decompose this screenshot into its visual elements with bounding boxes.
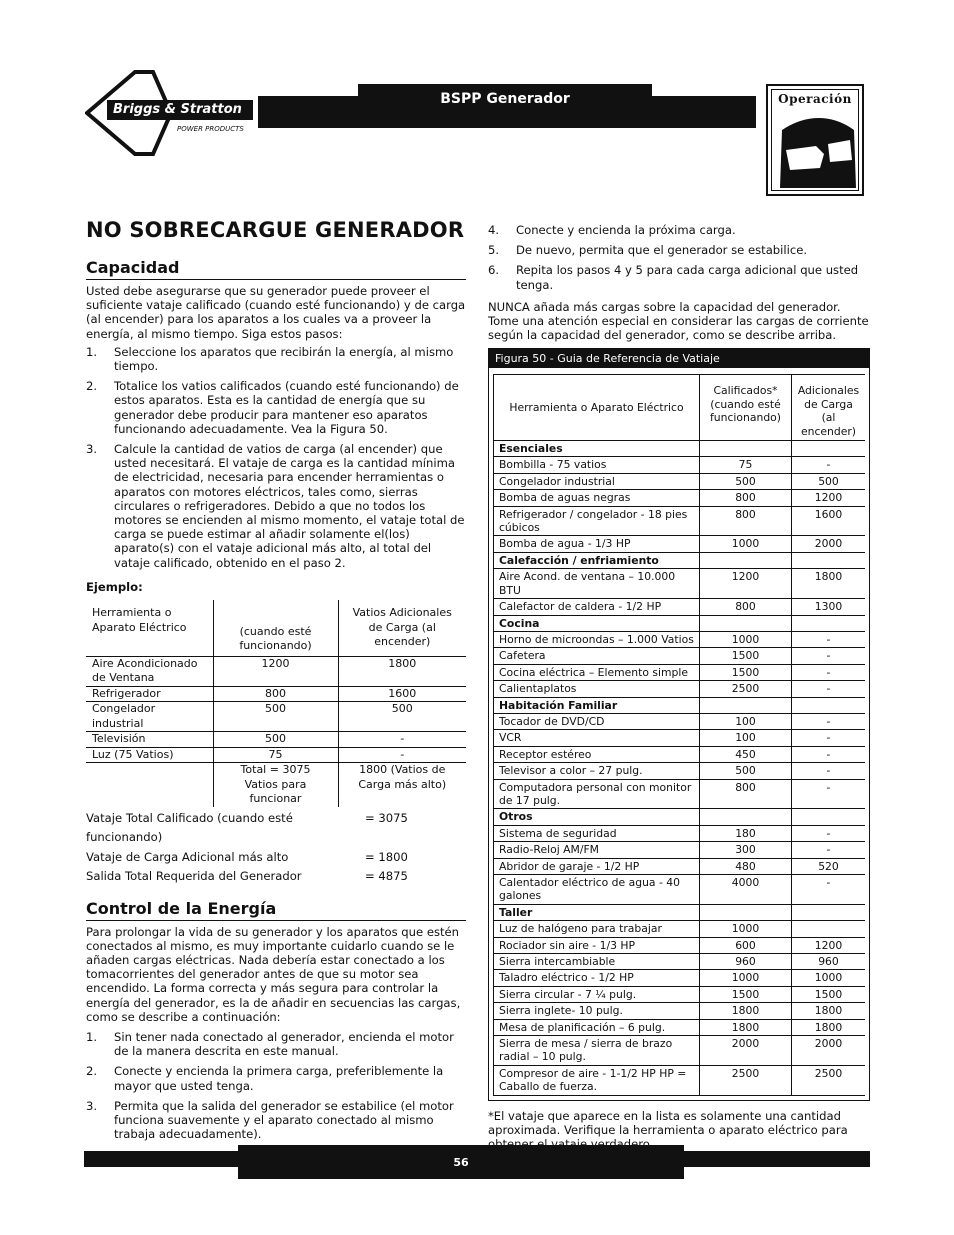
table-row (494, 681, 866, 697)
table-cell (792, 904, 866, 920)
table-cell: 500 (213, 732, 338, 748)
briggs-stratton-logo (85, 70, 255, 156)
table-cell: - (792, 842, 866, 858)
table-cell: 800 (700, 506, 792, 536)
table-cell: 1200 (792, 490, 866, 506)
table-cell: - (792, 779, 866, 809)
list-item: 3. Calcule la cantidad de vatios de carga (al encender) que usted necesitará. El vataje de carga es la cantidad mínima de electricidad, necesaria para encender herramientas o aparatos con motores eléctricos, tales como, sierras circulares o refrigeradores. Debido a que no todos los motores se encienden al mismo momento, el vataje total de carga se puede estimar al añadir solamente el(los) aparato(s) con el vataje adicional más alto, al total del vataje calificado, obtenido en el paso 2. (86, 442, 465, 570)
operacion-badge (766, 84, 864, 196)
table-cell: Cafetera (494, 648, 700, 664)
table-cell: Sistema de seguridad (494, 825, 700, 841)
table-cell: 1500 (792, 986, 866, 1002)
table-cell: Rociador sin aire - 1/3 HP (494, 937, 700, 953)
control-steps (86, 1030, 466, 1141)
table-cell: 1600 (338, 686, 466, 702)
table-cell: 800 (700, 490, 792, 506)
right-column (488, 223, 871, 1151)
table-cell: 480 (700, 858, 792, 874)
logo-brand: Briggs & Stratton (113, 102, 242, 117)
figure-header: Herramienta o Aparato Eléctrico (494, 375, 700, 441)
table-row (494, 473, 866, 489)
example-header: Herramienta o Aparato Eléctrico (92, 606, 187, 634)
table-cell: Sierra inglete- 10 pulg. (494, 1003, 700, 1019)
example-total: Total = 3075 (213, 763, 338, 778)
table-row (494, 986, 866, 1002)
table-cell: 600 (700, 937, 792, 953)
table-cell: 500 (792, 473, 866, 489)
table-row (494, 763, 866, 779)
table-row (494, 490, 866, 506)
table-row (494, 713, 866, 729)
table-row (494, 569, 866, 599)
figure-header: Adicionales de Carga (al encender) (792, 375, 866, 441)
table-cell: 1800 (792, 1003, 866, 1019)
list-item: 2. Conecte y encienda la primera carga, preferiblemente la mayor que usted tenga. (86, 1064, 444, 1093)
example-header: Vatios Adicionales de Carga (al encender) (338, 600, 466, 656)
example-total: Vatios para funcionar (213, 778, 338, 807)
table-cell: Sierra de mesa / sierra de brazo radial – 10 pulg. (494, 1036, 700, 1066)
figure-table (493, 374, 865, 1095)
category-row (494, 904, 866, 920)
table-cell (792, 441, 866, 457)
control-heading: Control de la Energía (86, 898, 277, 918)
table-cell: 1300 (792, 599, 866, 615)
table-row (494, 825, 866, 841)
table-row (494, 1019, 866, 1035)
table-cell: Luz (75 Vatios) (92, 747, 174, 761)
table-cell (792, 697, 866, 713)
table-cell (792, 615, 866, 631)
table-row (86, 747, 466, 763)
capacidad-steps (86, 345, 466, 570)
category-label: Taller (494, 904, 700, 920)
list-item: 2. Totalice los vatios calificados (cuando esté funcionando) de estos aparatos. Esta es la cantidad de energía que su generador debe producir para mantener eso aparatos funcionando adecuadamente. Vea la Figura 50. (86, 379, 459, 436)
table-cell: 1200 (700, 569, 792, 599)
category-row (494, 615, 866, 631)
table-cell: Receptor estéreo (494, 746, 700, 762)
table-cell (700, 441, 792, 457)
category-label: Habitación Familiar (494, 697, 700, 713)
table-row (494, 746, 866, 762)
table-cell: 1000 (700, 921, 792, 937)
table-cell: - (792, 746, 866, 762)
figure-header: Calificados* (cuando esté funcionando) (700, 375, 792, 441)
table-cell: Refrigerador / congelador - 18 pies cúbicos (494, 506, 700, 536)
table-cell: 500 (700, 473, 792, 489)
example-total: Carga más alto) (338, 778, 466, 807)
table-cell: - (792, 875, 866, 905)
example-total (86, 763, 213, 778)
table-cell: 2500 (792, 1065, 866, 1095)
table-cell: 2000 (700, 1036, 792, 1066)
sum-row: Salida Total Requerida del Generador = 4875 (86, 869, 408, 884)
table-row (86, 732, 466, 748)
table-cell: Mesa de planificación – 6 pulg. (494, 1019, 700, 1035)
table-cell: VCR (494, 730, 700, 746)
table-cell: 1800 (792, 1019, 866, 1035)
table-row (86, 656, 466, 686)
table-cell: 180 (700, 825, 792, 841)
table-cell (700, 697, 792, 713)
table-cell: 520 (792, 858, 866, 874)
table-cell: Refrigerador (92, 686, 161, 700)
table-cell: - (792, 730, 866, 746)
table-cell: 1800 (700, 1019, 792, 1035)
table-cell: 800 (213, 686, 338, 702)
divider (86, 279, 466, 280)
table-cell: 1500 (700, 986, 792, 1002)
table-cell: Televisión (92, 732, 146, 746)
table-cell: Aire Acondicionado de Ventana (92, 656, 198, 685)
table-cell: 100 (700, 730, 792, 746)
table-cell: Congelador industrial (494, 473, 700, 489)
table-row (494, 779, 866, 809)
table-row (86, 702, 466, 732)
list-item: 1. Seleccione los aparatos que recibirán la energía, al mismo tiempo. (86, 344, 454, 374)
table-row (494, 1065, 866, 1095)
category-row (494, 441, 866, 457)
example-table (86, 600, 466, 807)
table-cell: - (338, 747, 466, 763)
table-row (494, 921, 866, 937)
table-cell: - (792, 648, 866, 664)
table-cell: 500 (700, 763, 792, 779)
sums (86, 809, 466, 887)
table-row (494, 875, 866, 905)
table-cell: 1200 (213, 656, 338, 686)
table-row (494, 631, 866, 647)
table-cell: 1000 (700, 536, 792, 552)
table-cell: Sierra circular - 7 ¼ pulg. (494, 986, 700, 1002)
operacion-label: Operación (778, 92, 852, 106)
table-cell (700, 615, 792, 631)
category-label: Esenciales (494, 441, 700, 457)
table-cell (700, 552, 792, 568)
category-label: Cocina (494, 615, 700, 631)
table-cell: 1500 (700, 664, 792, 680)
table-cell: - (792, 825, 866, 841)
table-cell (700, 809, 792, 825)
category-row (494, 809, 866, 825)
table-row (494, 457, 866, 473)
table-cell: - (792, 713, 866, 729)
category-label: Calefacción / enfriamiento (494, 552, 700, 568)
table-cell: 450 (700, 746, 792, 762)
list-item: 5. De nuevo, permita que el generador se estabilice. (488, 243, 808, 258)
table-cell: Horno de microondas – 1.000 Vatios (494, 631, 700, 647)
table-cell: 4000 (700, 875, 792, 905)
table-row (494, 1036, 866, 1066)
table-cell: 1000 (700, 631, 792, 647)
list-item: 3. Permita que la salida del generador se estabilice (el motor funciona suavemente y el aparato conectado al mismo trabaja adecuadamente). (86, 1098, 454, 1142)
example-total (86, 778, 213, 807)
table-cell: Compresor de aire - 1-1/2 HP HP = Caballo de fuerza. (494, 1065, 700, 1095)
table-cell: 1600 (792, 506, 866, 536)
table-row (86, 686, 466, 702)
figure-50 (488, 348, 870, 1100)
category-row (494, 697, 866, 713)
list-item: 4. Conecte y encienda la próxima carga. (488, 223, 736, 237)
table-cell: Taladro eléctrico - 1/2 HP (494, 970, 700, 986)
table-cell: 75 (700, 457, 792, 473)
table-cell: Tocador de DVD/CD (494, 713, 700, 729)
figure-caption: Figura 50 - Guia de Referencia de Vatiaje (489, 349, 869, 368)
category-label: Otros (494, 809, 700, 825)
warning-text: NUNCA añada más cargas sobre la capacidad del generador. Tome una atención especial en considerar las cargas de corriente según la capacidad del generador, como se describe arriba. (488, 299, 869, 343)
left-column (86, 258, 466, 1141)
table-cell: Sierra intercambiable (494, 954, 700, 970)
table-cell: 800 (700, 779, 792, 809)
table-cell: 1000 (700, 970, 792, 986)
page-number: 56 (238, 1145, 684, 1179)
table-cell: Abridor de garaje - 1/2 HP (494, 858, 700, 874)
example-header: (cuando esté funcionando) (213, 600, 338, 656)
table-cell: 1800 (338, 656, 466, 686)
table-cell (700, 904, 792, 920)
table-cell: 500 (213, 702, 338, 732)
table-cell: Calientaplatos (494, 681, 700, 697)
table-cell: 1500 (700, 648, 792, 664)
table-cell: 2500 (700, 681, 792, 697)
table-row (494, 536, 866, 552)
table-cell: Cocina eléctrica – Elemento simple (494, 664, 700, 680)
table-cell: - (792, 457, 866, 473)
table-cell (792, 552, 866, 568)
header-tab: BSPP Generador (358, 84, 652, 114)
table-cell: 1200 (792, 937, 866, 953)
table-cell: 75 (213, 747, 338, 763)
sum-row: Vataje de Carga Adicional más alto = 1800 (86, 849, 408, 864)
table-cell (792, 921, 866, 937)
table-cell: Radio-Reloj AM/FM (494, 842, 700, 858)
logo-sub: POWER PRODUCTS (177, 125, 244, 133)
category-row (494, 552, 866, 568)
table-cell: Calentador eléctrico de agua - 40 galones (494, 875, 700, 905)
table-cell: - (792, 681, 866, 697)
table-cell: 500 (338, 702, 466, 732)
table-row (494, 842, 866, 858)
table-cell: 960 (792, 954, 866, 970)
table-row (494, 937, 866, 953)
capacidad-intro: Usted debe asegurarse que su generador puede proveer el suficiente vataje calificado (cuando esté funcionando) y de carga (al encender) para los aparatos a los cuales va a proveer la energía, al mismo tiempo. Siga estos pasos: (86, 284, 466, 341)
table-row (494, 506, 866, 536)
figure-note: *El vataje que aparece en la lista es solamente una cantidad aproximada. Verifique la herramienta o aparato eléctrico para (488, 1108, 848, 1137)
table-cell: 1800 (792, 569, 866, 599)
sum-row: Vataje Total Calificado (cuando esté funcionando) = 3075 (86, 810, 408, 845)
table-cell: 300 (700, 842, 792, 858)
table-cell: Luz de halógeno para trabajar (494, 921, 700, 937)
table-cell: 2000 (792, 536, 866, 552)
hand-on-generator-icon (776, 110, 860, 192)
example-label: Ejemplo: (86, 579, 143, 594)
table-cell: Bombilla - 75 vatios (494, 457, 700, 473)
table-cell: Bomba de agua - 1/3 HP (494, 536, 700, 552)
divider (86, 920, 466, 921)
table-cell: Calefactor de caldera - 1/2 HP (494, 599, 700, 615)
control-intro: Para prolongar la vida de su generador y los aparatos que estén conectados al mismo, es muy importante cuidarlo cuando se le añaden cargas eléctricas. Nada debería estar conectado a los tomacorrientes del generador antes de que su motor sea encendido. La forma correcta y más segura para controlar la energía del generador, es la de añadir en secuencias las cargas, como se describe a continuación: (86, 924, 461, 1024)
table-cell: 1000 (792, 970, 866, 986)
table-cell: Aire Acond. de ventana – 10.000 BTU (494, 569, 700, 599)
table-cell: - (792, 664, 866, 680)
table-row (494, 1003, 866, 1019)
table-cell (792, 809, 866, 825)
table-cell: 1800 (700, 1003, 792, 1019)
table-cell: - (792, 763, 866, 779)
table-row (494, 970, 866, 986)
table-row (494, 954, 866, 970)
capacidad-heading: Capacidad (86, 258, 180, 277)
page-title: NO SOBRECARGUE GENERADOR (86, 218, 465, 242)
table-cell: - (338, 732, 466, 748)
table-cell: Congelador industrial (92, 702, 156, 730)
table-cell: 960 (700, 954, 792, 970)
control-steps-continued (488, 223, 871, 292)
table-row (494, 730, 866, 746)
example-total: 1800 (Vatios de (338, 763, 466, 778)
table-cell: 2500 (700, 1065, 792, 1095)
table-cell: 100 (700, 713, 792, 729)
table-cell: Bomba de aguas negras (494, 490, 700, 506)
table-row (494, 599, 866, 615)
list-item: 6. Repita los pasos 4 y 5 para cada carga adicional que usted tenga. (488, 263, 859, 292)
table-row (494, 664, 866, 680)
list-item: 1. Sin tener nada conectado al generador, encienda el motor de la manera descrita en este manual. (86, 1029, 454, 1059)
table-cell: Televisor a color – 27 pulg. (494, 763, 700, 779)
table-cell: - (792, 631, 866, 647)
table-row (494, 648, 866, 664)
table-row (494, 858, 866, 874)
table-cell: 2000 (792, 1036, 866, 1066)
table-cell: Computadora personal con monitor de 17 pulg. (494, 779, 700, 809)
table-cell: 800 (700, 599, 792, 615)
